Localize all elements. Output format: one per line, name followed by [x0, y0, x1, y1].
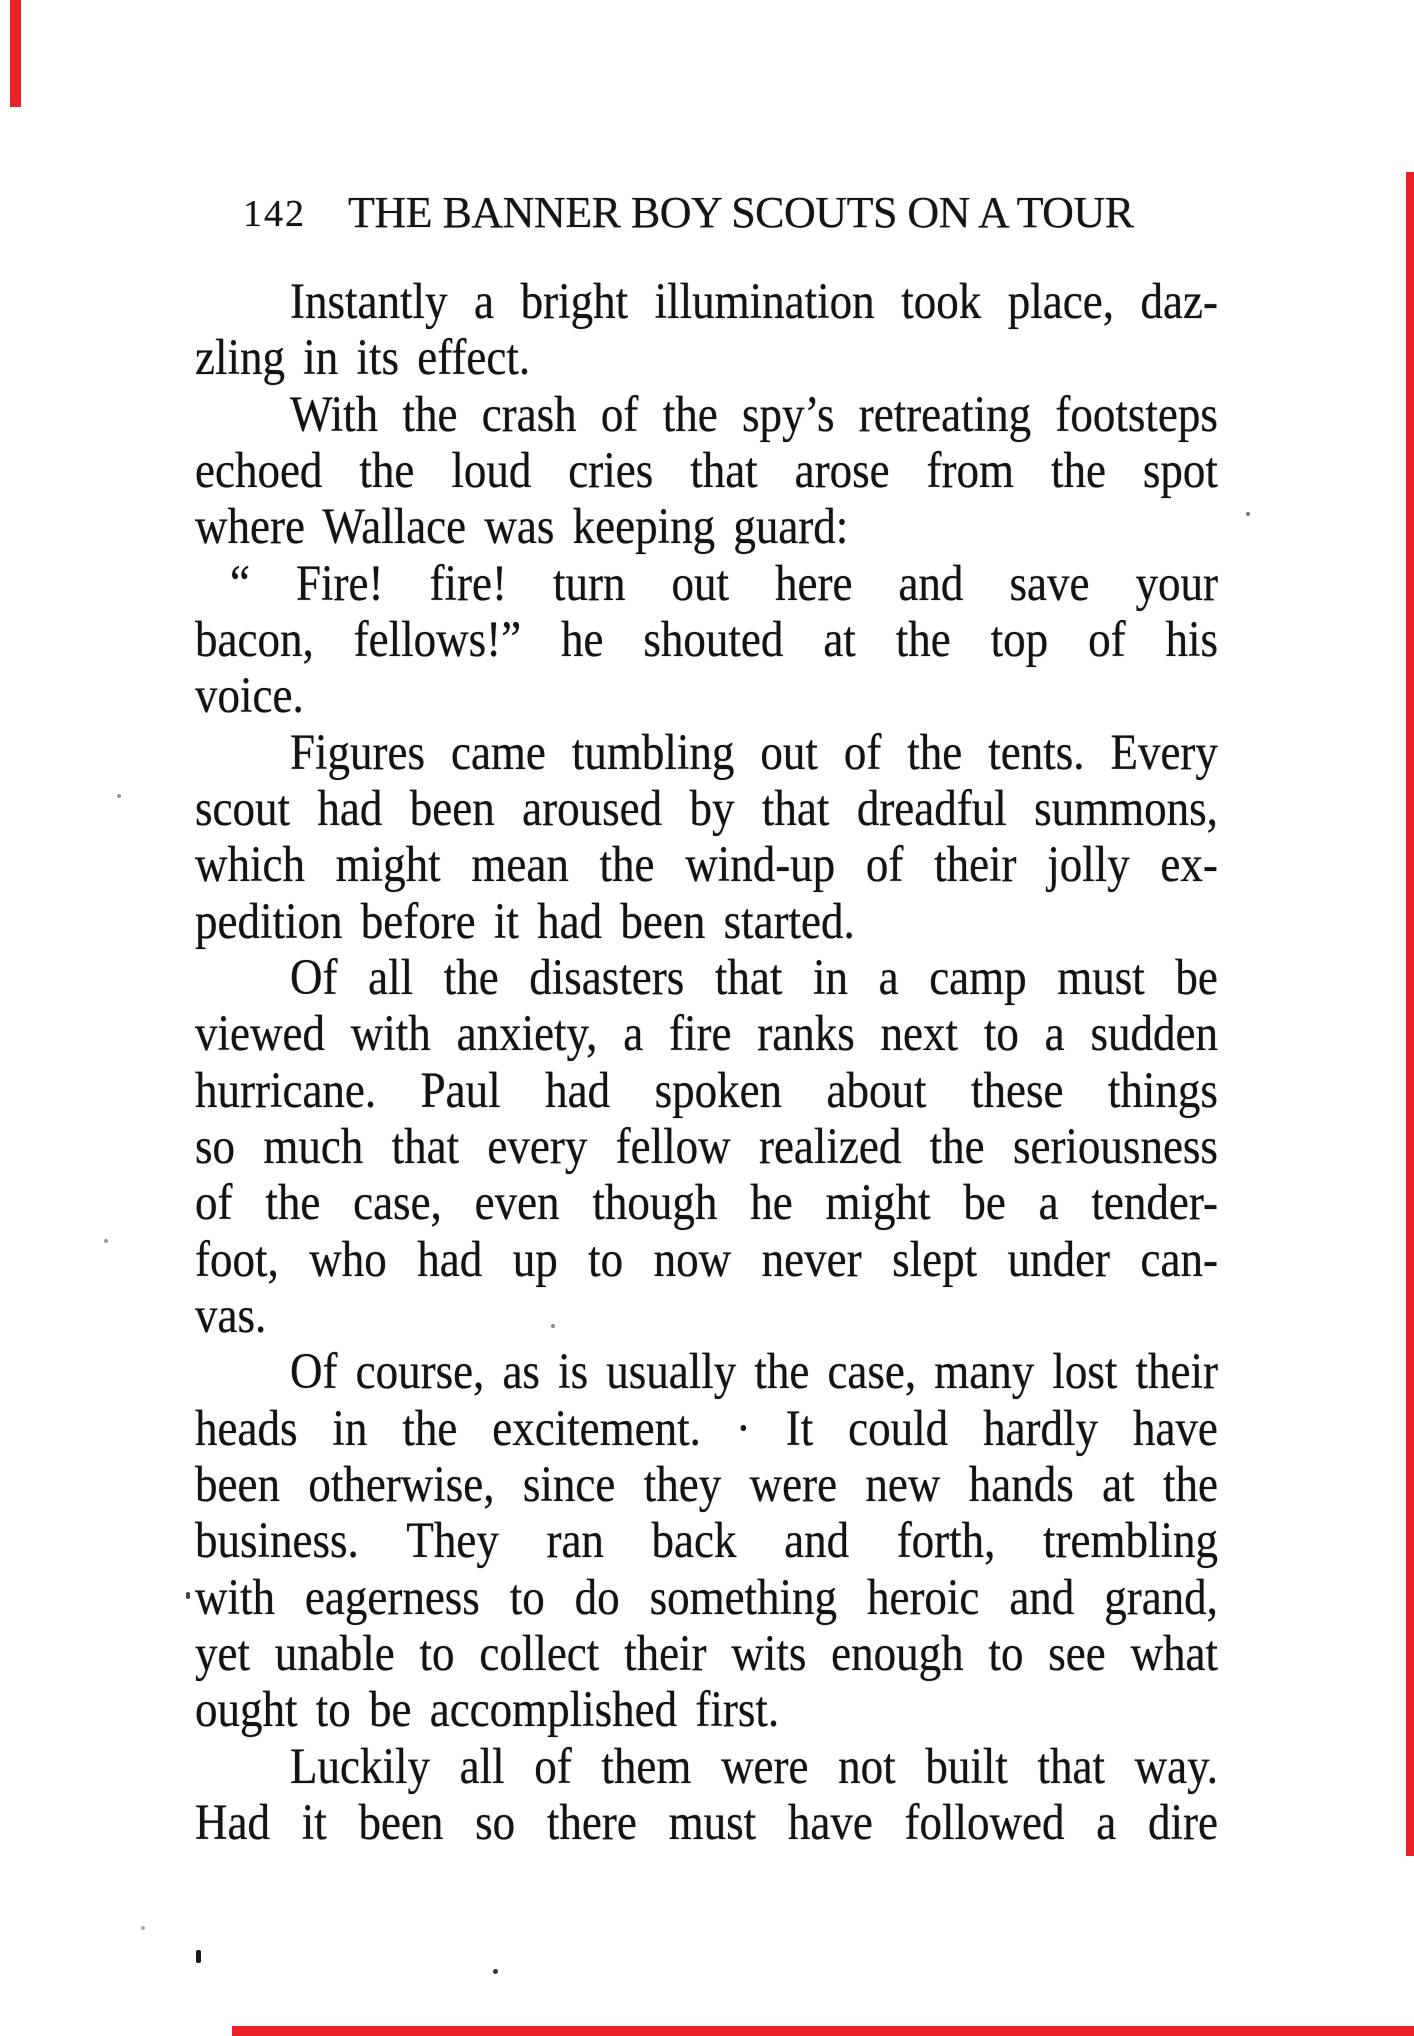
- word: with: [350, 1005, 431, 1062]
- word: a: [1044, 1005, 1065, 1062]
- word: the: [1163, 1455, 1218, 1512]
- word: and: [898, 554, 964, 611]
- text-line: pedition before it had been started.: [195, 892, 855, 949]
- word: in: [332, 1399, 368, 1456]
- word: case,: [827, 1343, 917, 1400]
- word: dire: [1147, 1793, 1218, 1850]
- word: aroused: [522, 779, 663, 836]
- text-line: [195, 1115, 1218, 1178]
- word: Fire!: [296, 554, 384, 611]
- word: might: [825, 1174, 931, 1231]
- ink-speck: [1246, 512, 1250, 516]
- word: to: [983, 1005, 1019, 1062]
- text-line: zling in its effect.: [195, 329, 531, 386]
- word: with: [195, 1568, 276, 1625]
- word: had: [317, 779, 383, 836]
- text-line: ought to be accomplished first.: [195, 1681, 780, 1738]
- word: tents.: [988, 723, 1085, 780]
- word: since: [522, 1455, 616, 1512]
- word: many: [934, 1343, 1035, 1400]
- word: wits: [731, 1624, 807, 1681]
- word: to: [588, 1230, 624, 1287]
- word: otherwise,: [308, 1455, 495, 1512]
- word: had: [545, 1061, 611, 1118]
- word: must: [1057, 948, 1145, 1005]
- word: much: [263, 1117, 364, 1174]
- word: eagerness: [304, 1568, 480, 1625]
- word: fellows!”: [353, 610, 522, 667]
- word: disasters: [529, 948, 685, 1005]
- word: and: [1009, 1568, 1075, 1625]
- word: viewed: [195, 1005, 325, 1062]
- word: what: [1130, 1624, 1218, 1681]
- word: Paul: [420, 1061, 501, 1118]
- word: of: [1088, 610, 1126, 667]
- ink-speck: [117, 794, 121, 798]
- word: the: [907, 723, 963, 780]
- word: that: [690, 441, 758, 498]
- text-line: [195, 382, 1218, 445]
- red-mark-bottom-edge: [232, 2026, 1414, 2036]
- text-line: [195, 833, 1218, 896]
- word: which: [195, 836, 305, 893]
- word: the: [402, 385, 458, 442]
- text-line: [195, 720, 1218, 783]
- text-line: [195, 1790, 1218, 1853]
- word: Figures: [290, 723, 425, 780]
- word: spot: [1142, 441, 1218, 498]
- word: at: [1102, 1455, 1135, 1512]
- word: and: [784, 1512, 850, 1569]
- ink-speck: [551, 1324, 555, 1328]
- word: turn: [552, 554, 626, 611]
- word: scout: [195, 779, 290, 836]
- text-line: voice.: [195, 667, 304, 724]
- text-line: [195, 1509, 1218, 1572]
- word: of: [843, 723, 882, 780]
- word: slept: [892, 1230, 978, 1287]
- text-line: [195, 608, 1218, 671]
- word: his: [1165, 610, 1218, 667]
- word: new: [865, 1455, 941, 1512]
- word: who: [309, 1230, 387, 1287]
- word: place,: [1007, 272, 1114, 329]
- word: of: [195, 1174, 233, 1231]
- word: the: [599, 836, 655, 893]
- word: case,: [353, 1174, 442, 1231]
- text-line: [195, 551, 1218, 614]
- word: he: [560, 610, 604, 667]
- word: course,: [355, 1343, 485, 1400]
- word: things: [1107, 1061, 1218, 1118]
- word: all: [459, 1737, 505, 1794]
- word: the: [402, 1399, 458, 1456]
- word: every: [487, 1117, 588, 1174]
- word: forth,: [896, 1512, 996, 1569]
- word: might: [335, 836, 441, 893]
- word: out: [671, 554, 729, 611]
- word: your: [1135, 554, 1218, 611]
- word: that: [714, 948, 783, 1005]
- word: heads: [195, 1399, 298, 1456]
- word: though: [592, 1174, 718, 1231]
- word: ran: [546, 1512, 604, 1569]
- word: tender-: [1091, 1174, 1218, 1231]
- text-line: [195, 439, 1218, 502]
- word: jolly: [1047, 836, 1130, 893]
- text-line: [195, 1734, 1218, 1797]
- word: all: [368, 948, 414, 1005]
- text-line: [195, 1340, 1218, 1403]
- text-line: vas.: [195, 1286, 267, 1343]
- word: at: [823, 610, 856, 667]
- word: built: [925, 1737, 1008, 1794]
- word: trembling: [1043, 1512, 1218, 1569]
- text-line: [195, 777, 1218, 840]
- word: summons,: [1034, 779, 1218, 836]
- word: hands: [968, 1455, 1074, 1512]
- text-line: [195, 1565, 1218, 1628]
- word: spy’s: [741, 385, 835, 442]
- word: Luckily: [290, 1737, 430, 1794]
- word: daz-: [1140, 272, 1218, 329]
- word: these: [970, 1061, 1064, 1118]
- red-mark-right-edge: [1406, 172, 1414, 1856]
- word: “: [230, 554, 250, 611]
- word: next: [880, 1005, 959, 1062]
- word: of: [600, 385, 639, 442]
- word: a: [623, 1005, 644, 1062]
- word: came: [450, 723, 546, 780]
- ink-speck: [104, 1239, 108, 1243]
- word: bacon,: [195, 610, 314, 667]
- word: seriousness: [1012, 1117, 1218, 1174]
- text-line: [195, 946, 1218, 1009]
- word: heroic: [866, 1568, 980, 1625]
- word: anxiety,: [456, 1005, 598, 1062]
- word: Instantly: [290, 272, 448, 329]
- text-line: [195, 1621, 1218, 1684]
- word: fire!: [429, 554, 507, 611]
- word: a: [878, 948, 899, 1005]
- word: so: [195, 1117, 236, 1174]
- red-mark-top-left: [10, 0, 21, 107]
- word: shouted: [643, 610, 784, 667]
- word: lost: [1052, 1343, 1118, 1400]
- ink-speck: [186, 1592, 190, 1599]
- running-title: THE BANNER BOY SCOUTS ON A TOUR: [348, 188, 1134, 237]
- text-line: [195, 1002, 1218, 1065]
- word: in: [812, 948, 848, 1005]
- word: to: [988, 1624, 1024, 1681]
- word: been: [358, 1793, 444, 1850]
- word: save: [1009, 554, 1090, 611]
- word: to: [419, 1624, 455, 1681]
- ink-speck: [196, 1950, 201, 1963]
- word: mean: [471, 836, 569, 893]
- word: is: [558, 1343, 589, 1400]
- word: cries: [568, 441, 654, 498]
- word: retreating: [858, 385, 1032, 442]
- word: there: [546, 1793, 637, 1850]
- word: dreadful: [856, 779, 1007, 836]
- word: the: [359, 441, 415, 498]
- word: Every: [1110, 723, 1218, 780]
- word: footsteps: [1055, 385, 1218, 442]
- word: of: [865, 836, 904, 893]
- word: the: [265, 1174, 321, 1231]
- word: were: [721, 1737, 809, 1794]
- word: to: [509, 1568, 545, 1625]
- word: the: [895, 610, 951, 667]
- word: could: [848, 1399, 949, 1456]
- word: can-: [1140, 1230, 1218, 1287]
- word: way.: [1134, 1737, 1218, 1794]
- word: the: [1050, 441, 1106, 498]
- text-line: [195, 1171, 1218, 1234]
- word: They: [406, 1512, 499, 1569]
- word: something: [649, 1568, 838, 1625]
- word: he: [750, 1174, 793, 1231]
- word: so: [475, 1793, 516, 1850]
- text-line: [195, 1058, 1218, 1121]
- word: Of: [290, 948, 338, 1005]
- word: a: [1038, 1174, 1059, 1231]
- word: their: [624, 1624, 707, 1681]
- word: a: [1096, 1793, 1117, 1850]
- word: see: [1048, 1624, 1106, 1681]
- word: that: [391, 1117, 460, 1174]
- word: top: [990, 610, 1049, 667]
- word: the: [443, 948, 499, 1005]
- word: collect: [479, 1624, 600, 1681]
- word: yet: [195, 1624, 250, 1681]
- word: not: [838, 1737, 896, 1794]
- word: be: [963, 1174, 1006, 1231]
- word: realized: [758, 1117, 902, 1174]
- word: unable: [274, 1624, 395, 1681]
- ink-speck: [493, 1969, 498, 1974]
- word: were: [749, 1455, 838, 1512]
- ink-speck: [141, 1926, 145, 1930]
- word: from: [926, 441, 1015, 498]
- word: ex-: [1160, 836, 1218, 893]
- word: the: [929, 1117, 985, 1174]
- word: that: [1037, 1737, 1105, 1794]
- word: Of: [290, 1343, 338, 1400]
- word: the: [754, 1343, 810, 1400]
- text-block: [195, 273, 1218, 1850]
- word: business.: [195, 1512, 359, 1569]
- running-head: [0, 0, 1414, 237]
- word: about: [826, 1061, 927, 1118]
- word: a: [474, 272, 495, 329]
- word: excitement.: [492, 1399, 701, 1456]
- word: arose: [794, 441, 890, 498]
- word: bright: [520, 272, 629, 329]
- word: have: [1132, 1399, 1218, 1456]
- word: that: [761, 779, 830, 836]
- word: It: [785, 1399, 814, 1456]
- word: loud: [451, 441, 532, 498]
- word: camp: [929, 948, 1027, 1005]
- word: even: [474, 1174, 560, 1231]
- word: been: [409, 779, 495, 836]
- word: wind-up: [685, 836, 836, 893]
- text-line: where Wallace was keeping guard:: [195, 498, 849, 555]
- word: tumbling: [571, 723, 735, 780]
- word: Had: [195, 1793, 270, 1850]
- word: never: [761, 1230, 862, 1287]
- word: back: [651, 1512, 737, 1569]
- word: ·: [735, 1399, 751, 1456]
- text-line: [195, 1227, 1218, 1290]
- word: echoed: [195, 441, 323, 498]
- word: followed: [904, 1793, 1065, 1850]
- word: spoken: [654, 1061, 783, 1118]
- word: had: [417, 1230, 483, 1287]
- text-line: [195, 1453, 1218, 1516]
- text-line: [195, 1396, 1218, 1459]
- page-number: 142: [243, 193, 306, 235]
- word: be: [1175, 948, 1218, 1005]
- word: enough: [831, 1624, 964, 1681]
- word: by: [689, 779, 735, 836]
- word: they: [643, 1455, 722, 1512]
- word: illumination: [654, 272, 875, 329]
- word: With: [290, 385, 379, 442]
- word: it: [301, 1793, 327, 1850]
- text-line: [195, 270, 1218, 333]
- word: usually: [606, 1343, 737, 1400]
- word: up: [512, 1230, 558, 1287]
- word: fire: [668, 1005, 732, 1062]
- word: here: [775, 554, 853, 611]
- word: under: [1007, 1230, 1111, 1287]
- word: them: [601, 1737, 692, 1794]
- word: ranks: [757, 1005, 855, 1062]
- word: now: [653, 1230, 732, 1287]
- word: foot,: [195, 1230, 279, 1287]
- word: as: [502, 1343, 540, 1400]
- word: fellow: [615, 1117, 731, 1174]
- word: of: [534, 1737, 572, 1794]
- word: the: [662, 385, 718, 442]
- word: crash: [481, 385, 577, 442]
- word: their: [1135, 1343, 1218, 1400]
- word: took: [901, 272, 982, 329]
- word: been: [195, 1455, 280, 1512]
- word: hurricane.: [195, 1061, 377, 1118]
- word: grand,: [1104, 1568, 1218, 1625]
- word: do: [574, 1568, 620, 1625]
- word: must: [668, 1793, 757, 1850]
- word: out: [760, 723, 818, 780]
- word: have: [787, 1793, 873, 1850]
- word: their: [934, 836, 1017, 893]
- word: sudden: [1090, 1005, 1218, 1062]
- word: hardly: [983, 1399, 1099, 1456]
